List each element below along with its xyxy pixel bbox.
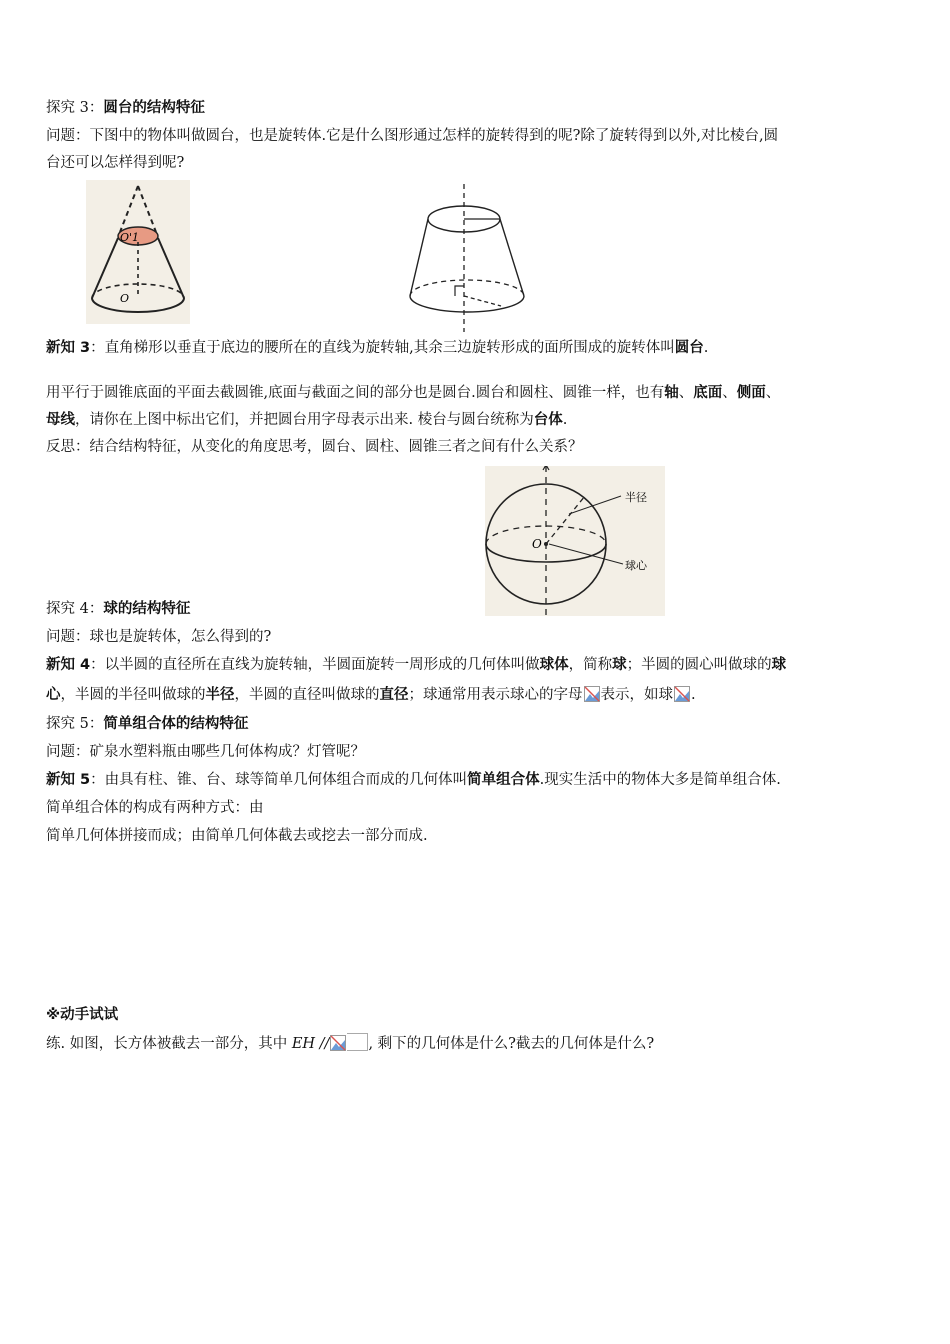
practice-heading: ※动手试试 bbox=[46, 1007, 119, 1023]
cone-frustum-figure bbox=[86, 180, 190, 324]
sphere-center-label: 球心 bbox=[625, 559, 647, 572]
cone-top-center-label: O'1 bbox=[120, 231, 140, 244]
section-5-question: 问题：矿泉水塑料瓶由哪些几何体构成？灯管呢？ bbox=[46, 744, 365, 760]
section-4-question: 问题：球也是旋转体，怎么得到的? bbox=[46, 629, 272, 645]
new-knowledge-3: 新知 3：直角梯形以垂直于底边的腰所在的直线为旋转轴,其余三边旋转形成的面所围成的旋转体叫圆台. bbox=[46, 340, 709, 356]
sphere-figure bbox=[485, 466, 665, 616]
reflection-line: 反思：结合结构特征，从变化的角度思考，圆台、圆柱、圆锥三者之间有什么关系？ bbox=[46, 439, 583, 455]
broken-image-icon bbox=[674, 686, 690, 702]
sphere-center-o-label: O bbox=[532, 537, 542, 551]
section-3-question-line2: 台还可以怎样得到呢? bbox=[46, 155, 185, 171]
cone-bottom-center-label: O bbox=[120, 292, 130, 305]
composition-line2: 简单几何体拼接而成；由简单几何体截去或挖去一部分而成. bbox=[46, 828, 428, 844]
section-3-question-line1: 问题：下图中的物体叫做圆台，也是旋转体.它是什么图形通过怎样的旋转得到的呢?除了旋转得到以外,对比棱台,圆 bbox=[46, 128, 779, 144]
new-knowledge-4-line1: 新知 4：以半圆的直径所在直线为旋转轴，半圆面旋转一周形成的几何体叫做球体，简称球；半圆的圆心叫做球的球 bbox=[46, 657, 787, 673]
new-knowledge-5: 新知 5：由具有柱、锥、台、球等简单几何体组合而成的几何体叫简单组合体.现实生活中的物体大多是简单组合体. bbox=[46, 772, 781, 788]
sphere-radius-label: 半径 bbox=[625, 491, 647, 504]
broken-image-icon bbox=[584, 686, 600, 702]
new-knowledge-4-line2: 心，半圆的半径叫做球的半径，半圆的直径叫做球的直径；球通常用表示球心的字母 表示，如球 . bbox=[46, 687, 696, 703]
paragraph-frustum-line1: 用平行于圆锥底面的平面去截圆锥,底面与截面之间的部分也是圆台.圆台和圆柱、圆锥一样，也有轴、底面、侧面、 bbox=[46, 385, 781, 401]
practice-question: 练. 如图，长方体被截去一部分，其中 EH // , 剩下的几何体是什么?截去的几何体是什么? bbox=[46, 1033, 654, 1054]
section-5-heading: 探究 5：简单组合体的结构特征 bbox=[46, 716, 249, 732]
composition-line1: 简单组合体的构成有两种方式：由 bbox=[46, 800, 264, 816]
broken-image-icon bbox=[330, 1035, 346, 1051]
section-4-heading: 探究 4：球的结构特征 bbox=[46, 601, 191, 617]
paragraph-frustum-line2: 母线，请你在上图中标出它们，并把圆台用字母表示出来. 棱台与圆台统称为台体. bbox=[46, 412, 568, 428]
section-3-heading: 探究 3：圆台的结构特征 bbox=[46, 100, 205, 116]
frustum-axis-figure bbox=[404, 182, 530, 334]
image-placeholder-box bbox=[347, 1033, 368, 1051]
